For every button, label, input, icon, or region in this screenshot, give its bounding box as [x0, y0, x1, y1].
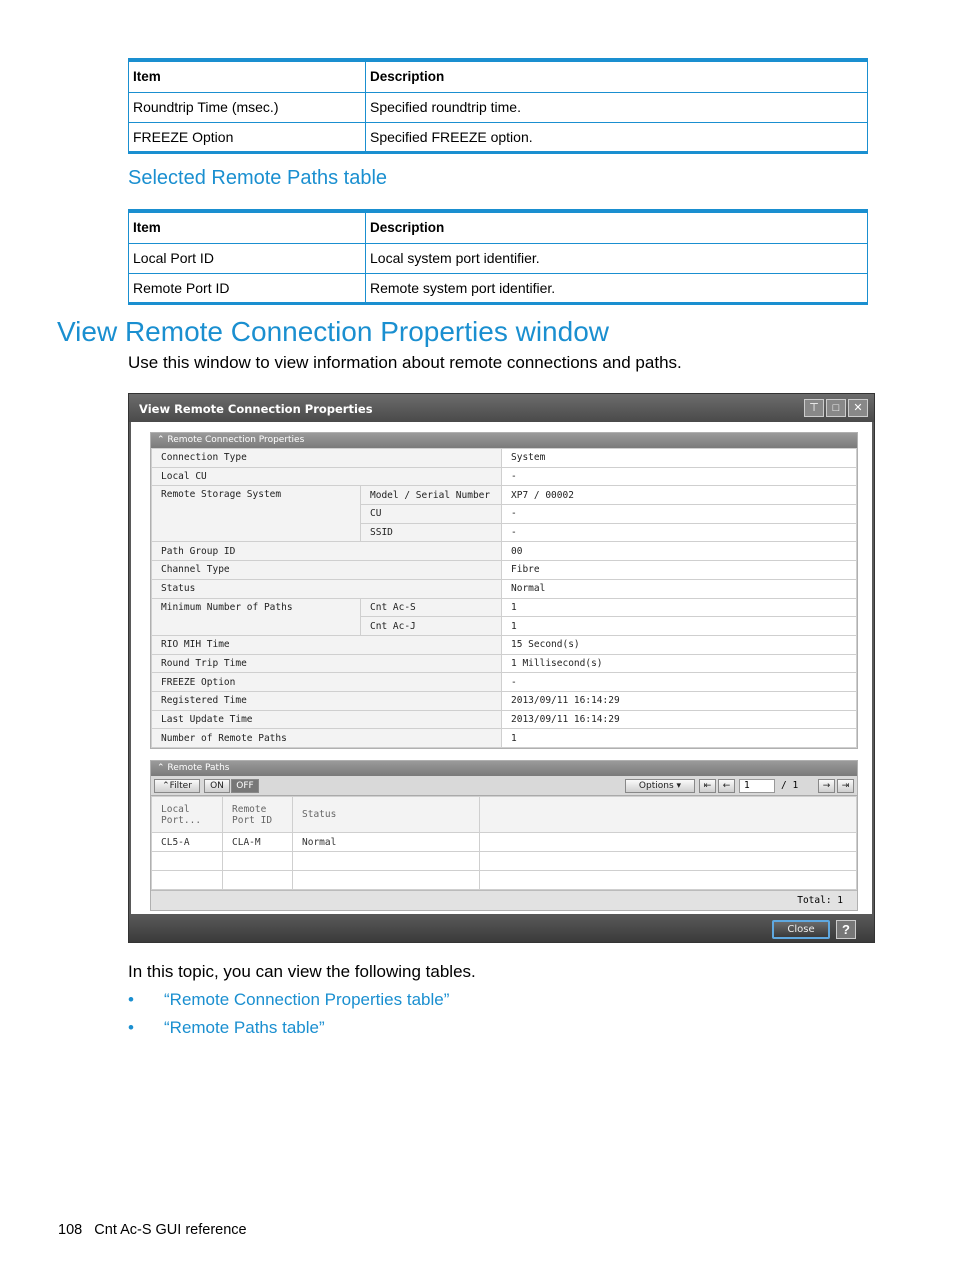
table-cell: Specified roundtrip time. — [366, 92, 868, 122]
column-header-item: Item — [129, 211, 366, 243]
options-button[interactable]: Options ▾ — [625, 779, 695, 793]
paths-toolbar — [151, 776, 857, 796]
prop-sublabel: Cnt Ac-J — [361, 617, 502, 636]
filter-icon: ⌃ — [162, 781, 170, 791]
link-text[interactable]: “Remote Paths table” — [164, 1018, 325, 1037]
table-row — [152, 467, 857, 486]
table-row[interactable] — [152, 833, 857, 852]
link-remote-paths-table[interactable] — [128, 1018, 325, 1038]
table-row — [129, 243, 868, 273]
window-body — [131, 422, 872, 914]
column-header-item: Item — [129, 60, 366, 92]
table-cell — [480, 833, 857, 852]
prop-value: 1 Millisecond(s) — [502, 654, 857, 673]
prop-label: Number of Remote Paths — [152, 729, 502, 748]
table-row — [152, 579, 857, 598]
page-total: / 1 — [781, 780, 799, 791]
table-cell: FREEZE Option — [129, 122, 366, 152]
collapse-icon: ⌃ — [157, 763, 165, 773]
table-row — [152, 449, 857, 468]
column-header-empty — [480, 797, 857, 833]
column-header-local-port[interactable]: Local Port... — [152, 797, 223, 833]
collapse-icon: ⌃ — [157, 435, 165, 445]
table-cell: Remote Port ID — [129, 273, 366, 303]
last-page-icon[interactable]: ⇥ — [837, 779, 854, 793]
prop-value: - — [502, 467, 857, 486]
column-header-description: Description — [366, 60, 868, 92]
prop-sublabel: Model / Serial Number — [361, 486, 502, 505]
intro-paragraph: Use this window to view information about remote connections and paths. — [128, 353, 682, 372]
filter-button[interactable]: ⌃Filter — [154, 779, 200, 793]
prop-value: Fibre — [502, 561, 857, 580]
prop-value: System — [502, 449, 857, 468]
link-text[interactable]: “Remote Connection Properties table” — [164, 990, 450, 1009]
topics-intro: In this topic, you can view the following tables. — [128, 962, 476, 981]
bullet-icon: • — [128, 1018, 134, 1037]
item-table-1 — [128, 58, 868, 154]
bullet-icon: • — [128, 990, 134, 1009]
prop-label: Connection Type — [152, 449, 502, 468]
remote-paths-panel — [150, 760, 858, 911]
table-cell: Normal — [293, 833, 480, 852]
prop-label: Local CU — [152, 467, 502, 486]
column-header-remote-port[interactable]: Remote Port ID — [223, 797, 293, 833]
prop-label: Status — [152, 579, 502, 598]
table-row — [152, 486, 857, 505]
prop-value: 15 Second(s) — [502, 635, 857, 654]
column-header-status[interactable]: Status — [293, 797, 480, 833]
close-button[interactable]: Close — [772, 920, 830, 939]
prop-sublabel: Cnt Ac-S — [361, 598, 502, 617]
table-row — [152, 635, 857, 654]
panel-header[interactable] — [151, 761, 857, 776]
prop-value: 1 — [502, 598, 857, 617]
column-header-description: Description — [366, 211, 868, 243]
first-page-icon[interactable]: ⇤ — [699, 779, 716, 793]
panel-header[interactable] — [151, 433, 857, 448]
item-table-2 — [128, 209, 868, 305]
prop-value: - — [502, 523, 857, 542]
table-row — [152, 673, 857, 692]
table-row — [152, 729, 857, 748]
prop-value: 2013/09/11 16:14:29 — [502, 710, 857, 729]
prop-sublabel: CU — [361, 505, 502, 524]
page-footer: 108 Cnt Ac-S GUI reference — [58, 1222, 247, 1238]
window-title-text: View Remote Connection Properties — [139, 402, 373, 416]
table-cell: Remote system port identifier. — [366, 273, 868, 303]
window-controls — [804, 399, 868, 417]
maximize-icon[interactable]: □ — [826, 399, 846, 417]
table-row — [152, 710, 857, 729]
table-row — [129, 122, 868, 152]
panel-title: Remote Connection Properties — [167, 435, 305, 445]
properties-table — [151, 448, 857, 748]
prop-value: 1 — [502, 617, 857, 636]
section-heading: View Remote Connection Properties window — [57, 316, 609, 347]
chevron-down-icon: ▾ — [676, 781, 682, 791]
table-row — [152, 561, 857, 580]
prop-label: Channel Type — [152, 561, 502, 580]
total-count: Total: 1 — [151, 890, 857, 910]
prop-value: 00 — [502, 542, 857, 561]
prop-value: Normal — [502, 579, 857, 598]
table-cell: CL5-A — [152, 833, 223, 852]
table-row — [152, 691, 857, 710]
table-row — [152, 654, 857, 673]
help-icon[interactable]: ? — [836, 920, 856, 939]
window-footer-bar — [129, 914, 874, 942]
prop-label: Round Trip Time — [152, 654, 502, 673]
table-cell: Local system port identifier. — [366, 243, 868, 273]
prop-label: Last Update Time — [152, 710, 502, 729]
prop-label: FREEZE Option — [152, 673, 502, 692]
table-row — [129, 92, 868, 122]
remote-paths-table — [151, 796, 857, 890]
table-cell: Specified FREEZE option. — [366, 122, 868, 152]
table-row — [152, 542, 857, 561]
table-cell: Roundtrip Time (msec.) — [129, 92, 366, 122]
prop-sublabel: SSID — [361, 523, 502, 542]
remote-connection-properties-panel — [150, 432, 858, 749]
page-number-input[interactable]: 1 — [739, 779, 775, 793]
previous-page-icon[interactable]: ← — [718, 779, 735, 793]
prop-label: Remote Storage System — [152, 486, 361, 542]
pin-icon[interactable]: ⊤ — [804, 399, 824, 417]
prop-value: - — [502, 673, 857, 692]
prop-label: Minimum Number of Paths — [152, 598, 361, 635]
filter-on-button[interactable]: ON — [204, 779, 230, 793]
next-page-icon[interactable]: → — [818, 779, 835, 793]
table-row — [152, 871, 857, 890]
table-row — [129, 273, 868, 303]
section-subheading: Selected Remote Paths table — [128, 167, 388, 189]
properties-window-screenshot — [128, 393, 875, 943]
prop-value: 2013/09/11 16:14:29 — [502, 691, 857, 710]
table-row — [152, 852, 857, 871]
window-title — [129, 394, 874, 422]
close-icon[interactable]: ✕ — [848, 399, 868, 417]
link-remote-connection-properties-table[interactable] — [128, 990, 449, 1010]
filter-off-button[interactable]: OFF — [231, 779, 259, 793]
prop-value: XP7 / 00002 — [502, 486, 857, 505]
table-cell: Local Port ID — [129, 243, 366, 273]
panel-title: Remote Paths — [167, 763, 230, 773]
prop-label: RIO MIH Time — [152, 635, 502, 654]
prop-label: Registered Time — [152, 691, 502, 710]
table-cell: CLA-M — [223, 833, 293, 852]
table-row — [152, 598, 857, 617]
prop-label: Path Group ID — [152, 542, 502, 561]
prop-value: - — [502, 505, 857, 524]
prop-value: 1 — [502, 729, 857, 748]
